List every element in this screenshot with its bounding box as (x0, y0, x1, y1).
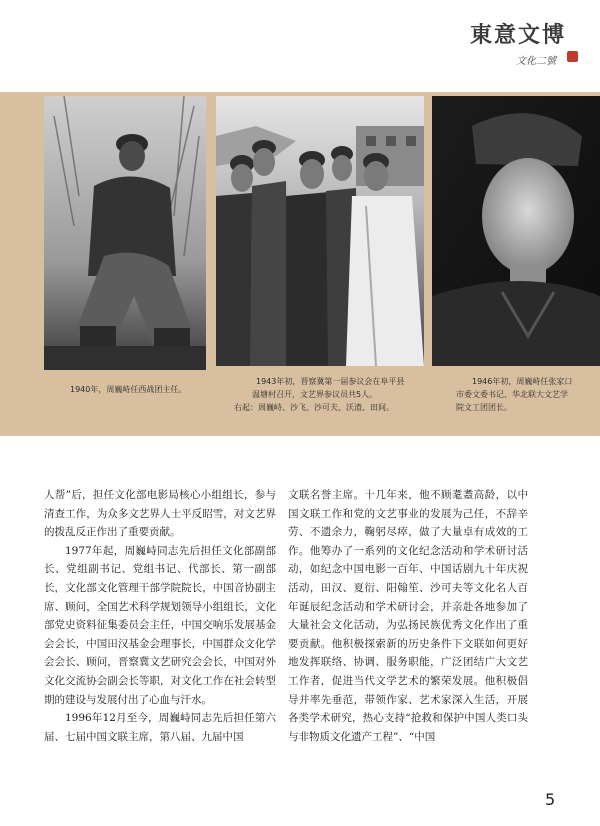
page-header (0, 0, 600, 92)
photo-3-image (432, 96, 600, 366)
article-column-left (44, 486, 276, 746)
caption-line: 右起：周巍峙、沙飞、沙可夫、沃渣、田间。 (234, 403, 394, 412)
caption-line: 温塘村召开，文艺界参议员共5人。 (252, 390, 378, 399)
photo-2 (216, 96, 424, 366)
brand-title: 東意文博 (470, 22, 567, 48)
photo-2-image (216, 96, 424, 366)
photo-1-image (44, 96, 206, 370)
paragraph: 人帮”后，担任文化部电影局核心小组组长，参与清查工作，为众多文艺界人士平反昭雪，对文艺界的拨乱反正作出了重要贡献。 (44, 489, 276, 539)
photo-1-caption (70, 383, 186, 396)
article-column-right (288, 486, 528, 746)
caption-line: 1943年初，晋察冀第一届参议会在阜平县 (256, 377, 405, 386)
photo-1 (44, 96, 206, 370)
page-number: 5 (545, 790, 556, 809)
photo-3-caption (442, 375, 598, 414)
caption-line: 1946年初，周巍峙任张家口 (472, 377, 573, 386)
red-seal-icon (567, 51, 578, 62)
photo-2-caption (234, 375, 434, 414)
paragraph: 1996年12月至今，周巍峙同志先后担任第六届、七届中国文联主席，第八届、九届中国 (44, 712, 276, 743)
brand-signature: 文化二號 (516, 56, 556, 67)
caption-line: 院文工团团长。 (456, 403, 512, 412)
paragraph: 1977年起，周巍峙同志先后担任文化部副部长、党组副书记、党组书记、代部长、第一副部长，文化部文化管理干部学院院长，中国音协副主席、顾问，全国艺术科学规划领导小组组长，文化部党史资料征集委员会主任，中国交响乐发展基金会会长，中国田汉基金会理事长，中国群众文化学会会长、顾问，晋察冀文艺研究会会长，中国对外文化交流协会副会长等职，对文化工作在社会转型期的建设与发展付出了心血与汗水。 (44, 544, 276, 706)
caption-line: 市委文委书记、华北联大文艺学 (456, 390, 568, 399)
caption-text: 1940年，周巍峙任西战团主任。 (70, 385, 187, 394)
paragraph: 文联名誉主席。十几年来，他不顾耄耋高龄，以中国文联工作和党的文艺事业的发展为己任，不辞辛劳、不遗余力，鞠躬尽瘁，做了大量卓有成效的工作。他筹办了一系列的文化纪念活动和学术研讨活动，如纪念中国电影一百年、中国话剧九十年庆祝活动，田汉、夏衍、阳翰笙、沙可夫等文化名人百年诞辰纪念活动和学术研讨会，并亲赴各地参加了大量社会文化活动，为弘扬民族优秀文化作出了重要贡献。他积极探索新的历史条件下文联如何更好地发挥联络、协调、服务职能，广泛团结广大文艺工作者，促进当代文学艺术的繁荣发展。他积极倡导并率先垂范，带领作家、艺术家深入生活，开展各类学术研究，热心支持“抢救和保护中国人类口头与非物质文化遗产工程”、“中国 (288, 489, 528, 743)
photo-3 (432, 96, 600, 366)
